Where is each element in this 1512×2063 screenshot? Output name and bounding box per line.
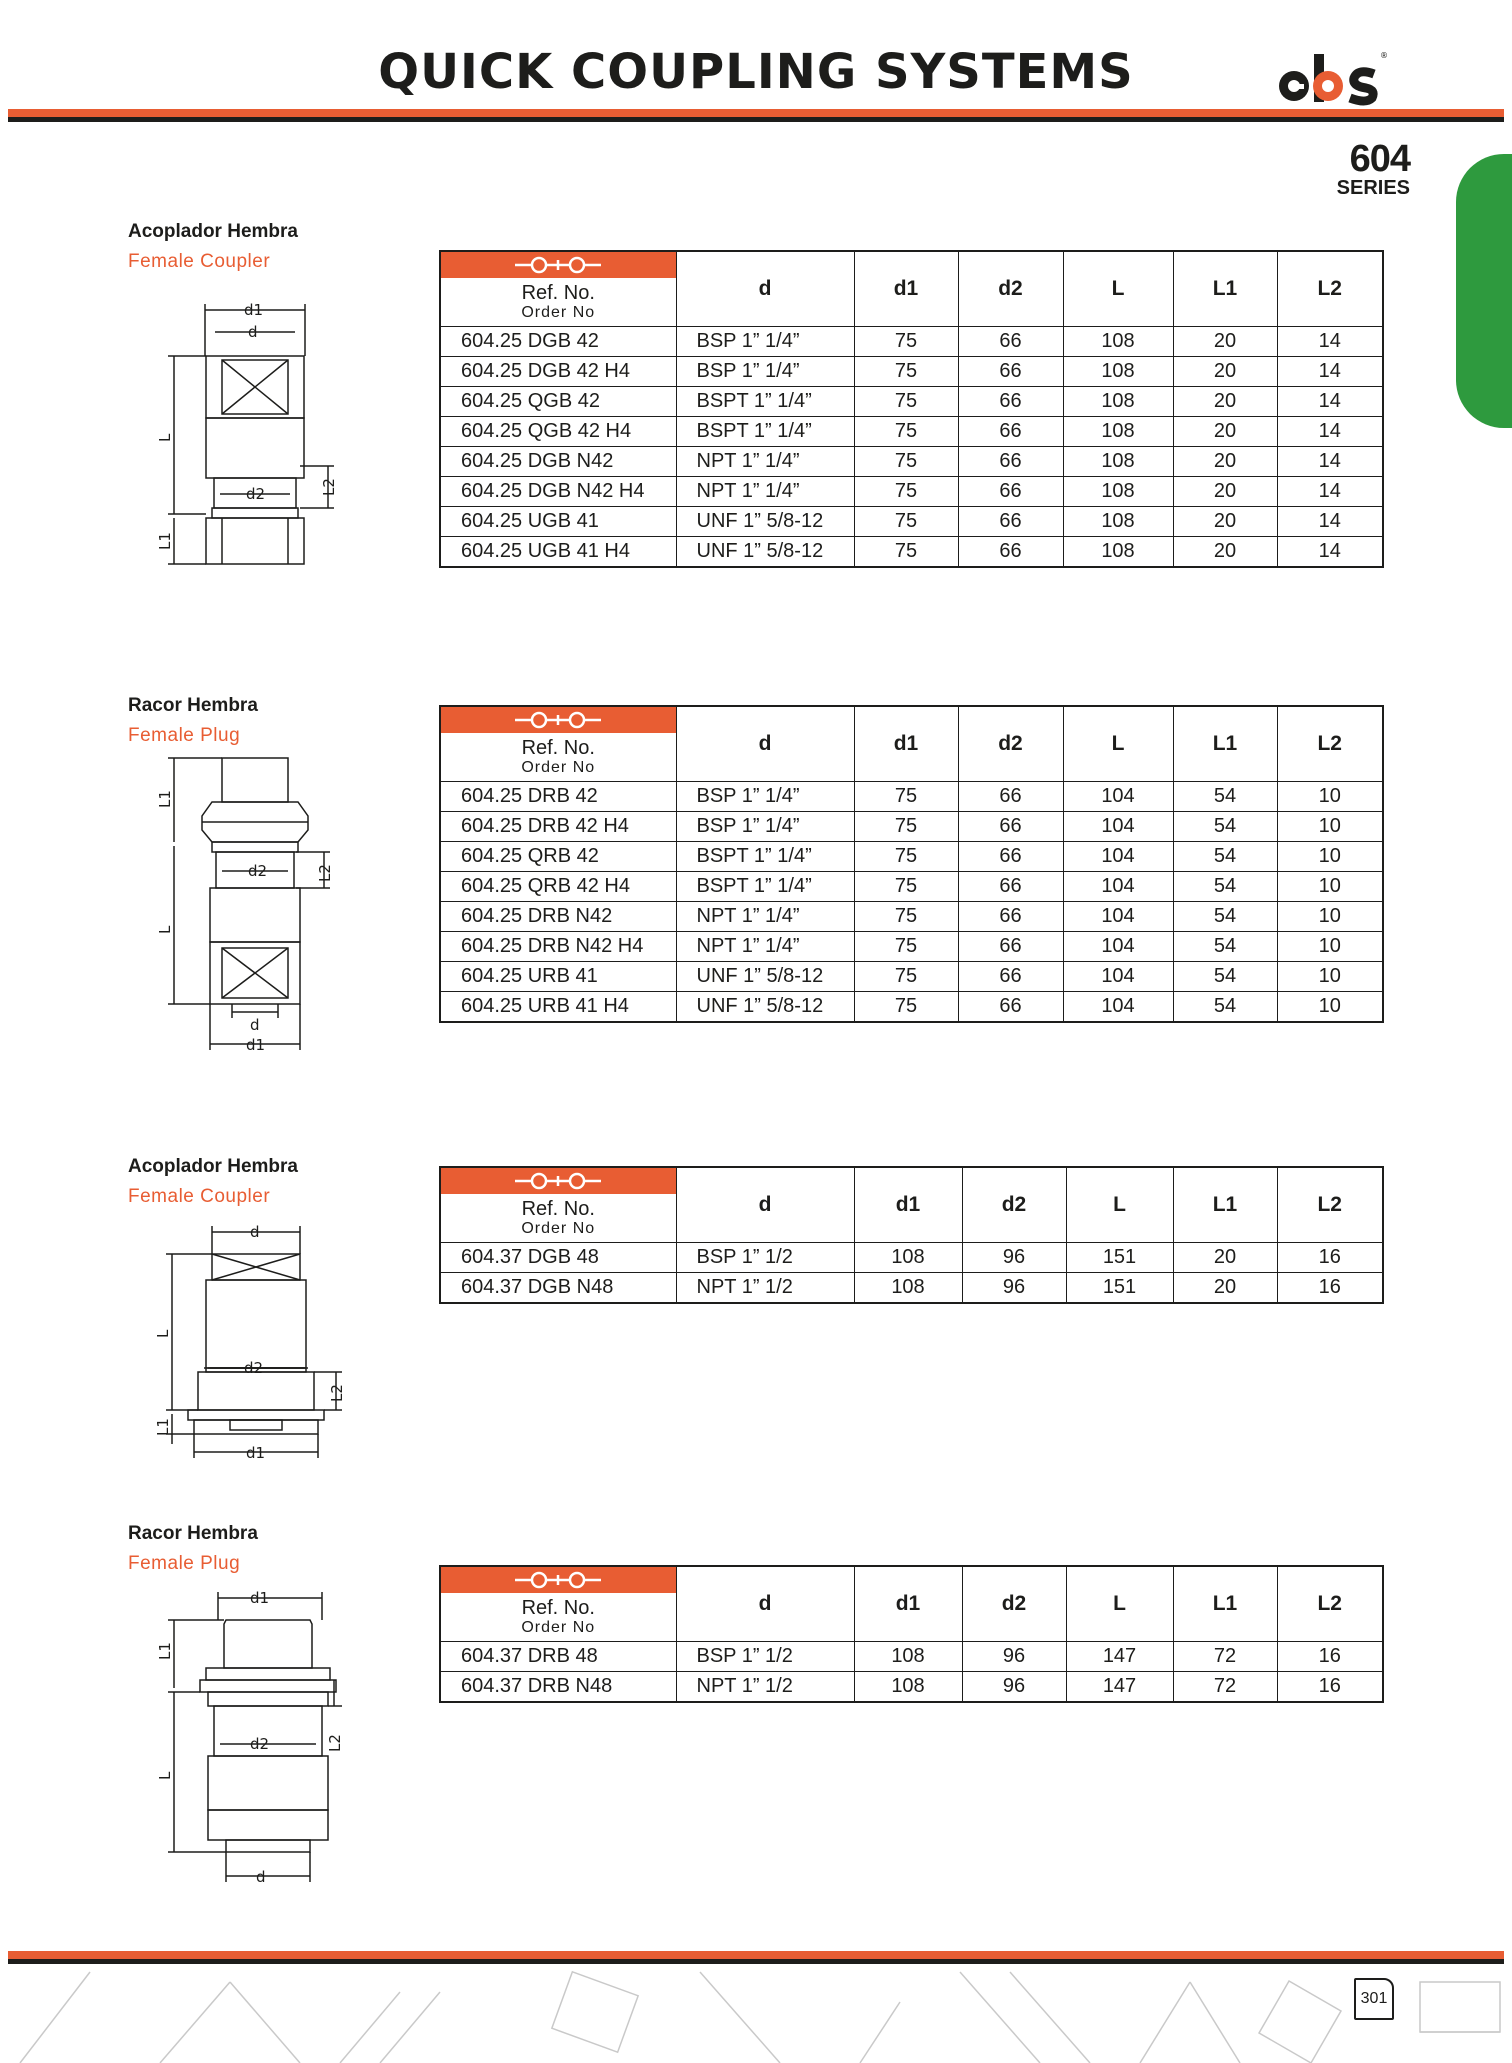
ref-no-label: Ref. No. <box>521 1198 595 1220</box>
cell-L: 104 <box>1063 842 1173 872</box>
table-row <box>440 1273 1383 1304</box>
col-d2-header: d2 <box>962 1167 1066 1243</box>
table-row <box>440 932 1383 962</box>
table-header-row <box>440 1167 1383 1243</box>
section-1-subtitle: Female Coupler <box>128 251 271 272</box>
table-row <box>440 1642 1383 1672</box>
cell-ref-no: 604.25 DRB N42 <box>440 902 676 932</box>
ref-no-label: Ref. No. <box>521 737 595 759</box>
dim-L-label: L <box>156 433 174 442</box>
chain-icon <box>441 1567 676 1593</box>
col-L-header: L <box>1063 706 1173 782</box>
cell-d: NPT 1” 1/4” <box>676 932 854 962</box>
spec-table-4 <box>439 1565 1384 1703</box>
table-row <box>440 1672 1383 1703</box>
section-2-subtitle: Female Plug <box>128 725 241 746</box>
cell-L1: 54 <box>1173 812 1277 842</box>
dim-L-label: L <box>156 1771 174 1780</box>
cell-L2: 16 <box>1277 1243 1383 1273</box>
dim-d2-label: d2 <box>248 862 268 880</box>
dim-d-label: d <box>256 1868 266 1886</box>
cell-d1: 75 <box>854 417 958 447</box>
cell-d1: 75 <box>854 327 958 357</box>
cell-d2: 96 <box>962 1243 1066 1273</box>
cell-d2: 66 <box>958 507 1063 537</box>
cell-ref-no: 604.37 DGB 48 <box>440 1243 676 1273</box>
cell-L2: 14 <box>1277 327 1383 357</box>
table-row <box>440 357 1383 387</box>
table-row <box>440 417 1383 447</box>
dim-L-label: L <box>154 1329 172 1338</box>
cell-d2: 66 <box>958 387 1063 417</box>
table-row <box>440 812 1383 842</box>
dim-d-label: d <box>250 1016 260 1034</box>
cell-d1: 75 <box>854 357 958 387</box>
col-L1-header: L1 <box>1173 1167 1277 1243</box>
order-no-label: Order No <box>521 304 596 321</box>
ref-no-label: Ref. No. <box>521 282 595 304</box>
order-no-label: Order No <box>521 759 596 776</box>
table-row <box>440 537 1383 568</box>
col-L2-header: L2 <box>1277 251 1383 327</box>
col-d-header: d <box>676 251 854 327</box>
cell-d2: 66 <box>958 327 1063 357</box>
cell-L: 104 <box>1063 992 1173 1023</box>
cell-d: BSP 1” 1/2 <box>676 1243 854 1273</box>
cell-ref-no: 604.37 DGB N48 <box>440 1273 676 1304</box>
cell-ref-no: 604.37 DRB 48 <box>440 1642 676 1672</box>
cell-L2: 10 <box>1277 992 1383 1023</box>
cell-d2: 96 <box>962 1672 1066 1703</box>
cell-L2: 16 <box>1277 1273 1383 1304</box>
cell-d2: 96 <box>962 1273 1066 1304</box>
cell-L1: 20 <box>1173 537 1277 568</box>
col-d1-header: d1 <box>854 1167 962 1243</box>
cell-d: NPT 1” 1/4” <box>676 447 854 477</box>
page-number: 301 <box>1354 1978 1394 2020</box>
ref-no-header <box>440 251 676 327</box>
col-L1-header: L1 <box>1173 706 1277 782</box>
cell-L2: 10 <box>1277 962 1383 992</box>
dim-L1-label: L1 <box>156 790 174 808</box>
col-L-header: L <box>1063 251 1173 327</box>
cell-L: 151 <box>1066 1273 1173 1304</box>
col-L-header: L <box>1066 1167 1173 1243</box>
series-number: 604 <box>1349 138 1410 180</box>
cell-L: 108 <box>1063 327 1173 357</box>
header-black-bar <box>8 117 1504 122</box>
cell-L: 147 <box>1066 1672 1173 1703</box>
cell-L: 104 <box>1063 872 1173 902</box>
header-orange-bar <box>8 109 1504 117</box>
table-body <box>440 1642 1383 1703</box>
cell-d1: 75 <box>854 902 958 932</box>
page-title: QUICK COUPLING SYSTEMS <box>378 44 1134 100</box>
table-body <box>440 782 1383 1023</box>
cell-L1: 20 <box>1173 477 1277 507</box>
cell-L1: 20 <box>1173 387 1277 417</box>
cell-L: 108 <box>1063 387 1173 417</box>
dim-d2-label: d2 <box>244 1359 264 1377</box>
spec-table-3 <box>439 1166 1384 1304</box>
cell-L1: 54 <box>1173 902 1277 932</box>
footer-orange-bar <box>8 1951 1504 1959</box>
table-header-row <box>440 706 1383 782</box>
col-d1-header: d1 <box>854 706 958 782</box>
table-row <box>440 782 1383 812</box>
cell-L1: 54 <box>1173 992 1277 1023</box>
cell-L1: 20 <box>1173 357 1277 387</box>
col-d-header: d <box>676 1167 854 1243</box>
dim-L1-label: L1 <box>156 1642 174 1660</box>
cell-L: 104 <box>1063 902 1173 932</box>
section-3-subtitle: Female Coupler <box>128 1186 271 1207</box>
cell-d: UNF 1” 5/8-12 <box>676 537 854 568</box>
table-row <box>440 327 1383 357</box>
cell-L1: 20 <box>1173 447 1277 477</box>
cell-d: NPT 1” 1/4” <box>676 477 854 507</box>
cell-L2: 14 <box>1277 477 1383 507</box>
dim-L2-label: L2 <box>320 478 338 496</box>
chain-icon <box>441 707 676 733</box>
cell-L: 108 <box>1063 447 1173 477</box>
cell-L1: 20 <box>1173 1243 1277 1273</box>
cell-ref-no: 604.25 QRB 42 <box>440 842 676 872</box>
cell-d1: 75 <box>854 537 958 568</box>
cell-L1: 54 <box>1173 872 1277 902</box>
cell-ref-no: 604.25 DGB N42 <box>440 447 676 477</box>
series-label: SERIES <box>1336 177 1410 199</box>
dim-L1-label: L1 <box>154 1418 172 1436</box>
cell-L: 108 <box>1063 417 1173 447</box>
cell-L2: 10 <box>1277 872 1383 902</box>
cell-d1: 75 <box>854 842 958 872</box>
cell-d: BSP 1” 1/4” <box>676 812 854 842</box>
cell-d2: 66 <box>958 782 1063 812</box>
order-no-label: Order No <box>521 1220 596 1237</box>
col-L2-header: L2 <box>1277 706 1383 782</box>
cell-L2: 14 <box>1277 387 1383 417</box>
cell-L2: 14 <box>1277 507 1383 537</box>
cell-ref-no: 604.25 DGB 42 <box>440 327 676 357</box>
cell-L: 104 <box>1063 962 1173 992</box>
cell-ref-no: 604.25 DRB N42 H4 <box>440 932 676 962</box>
cell-d: BSPT 1” 1/4” <box>676 872 854 902</box>
col-d2-header: d2 <box>958 251 1063 327</box>
cell-ref-no: 604.25 DRB 42 <box>440 782 676 812</box>
female-plug-drawing-2 <box>156 1584 350 1894</box>
dim-L1-label: L1 <box>156 532 174 550</box>
cell-L2: 14 <box>1277 447 1383 477</box>
cell-d2: 66 <box>958 962 1063 992</box>
cell-d: BSP 1” 1/4” <box>676 782 854 812</box>
ebs-logo <box>1270 46 1390 106</box>
cell-ref-no: 604.25 DGB N42 H4 <box>440 477 676 507</box>
cell-d2: 66 <box>958 477 1063 507</box>
cell-L: 108 <box>1063 357 1173 387</box>
col-L2-header: L2 <box>1277 1566 1383 1642</box>
dim-d1-label: d1 <box>246 1036 266 1054</box>
cell-L1: 20 <box>1173 417 1277 447</box>
footer-background-pattern <box>0 1962 1512 2063</box>
cell-ref-no: 604.25 URB 41 H4 <box>440 992 676 1023</box>
cell-d2: 66 <box>958 357 1063 387</box>
cell-d1: 75 <box>854 447 958 477</box>
cell-L2: 10 <box>1277 902 1383 932</box>
ref-no-label: Ref. No. <box>521 1597 595 1619</box>
cell-d2: 66 <box>958 812 1063 842</box>
cell-d1: 108 <box>854 1672 962 1703</box>
cell-ref-no: 604.25 QGB 42 <box>440 387 676 417</box>
table-body <box>440 1243 1383 1304</box>
col-L-header: L <box>1066 1566 1173 1642</box>
cell-d: BSPT 1” 1/4” <box>676 417 854 447</box>
dim-L2-label: L2 <box>326 1734 344 1752</box>
cell-L: 104 <box>1063 782 1173 812</box>
cell-L1: 72 <box>1173 1642 1277 1672</box>
cell-d: NPT 1” 1/2 <box>676 1273 854 1304</box>
table-header-row <box>440 1566 1383 1642</box>
cell-L: 151 <box>1066 1243 1173 1273</box>
ref-no-header <box>440 1566 676 1642</box>
chain-icon <box>441 1168 676 1194</box>
col-d1-header: d1 <box>854 251 958 327</box>
female-coupler-drawing-2 <box>154 1218 350 1462</box>
table-row <box>440 507 1383 537</box>
cell-L2: 16 <box>1277 1672 1383 1703</box>
cell-L1: 20 <box>1173 327 1277 357</box>
table-row <box>440 387 1383 417</box>
cell-L1: 72 <box>1173 1672 1277 1703</box>
cell-d: BSP 1” 1/4” <box>676 357 854 387</box>
cell-d1: 108 <box>854 1642 962 1672</box>
spec-table-1 <box>439 250 1384 568</box>
cell-L2: 10 <box>1277 812 1383 842</box>
svg-text:®: ® <box>1380 51 1388 60</box>
cell-ref-no: 604.25 URB 41 <box>440 962 676 992</box>
cell-d2: 66 <box>958 932 1063 962</box>
cell-d2: 66 <box>958 537 1063 568</box>
table-row <box>440 902 1383 932</box>
cell-L2: 10 <box>1277 842 1383 872</box>
col-L1-header: L1 <box>1173 1566 1277 1642</box>
section-2-title: Racor Hembra <box>128 695 258 716</box>
table-header-row <box>440 251 1383 327</box>
cell-L: 147 <box>1066 1642 1173 1672</box>
col-d1-header: d1 <box>854 1566 962 1642</box>
dim-d-label: d <box>250 1223 260 1241</box>
cell-d: BSPT 1” 1/4” <box>676 387 854 417</box>
section-tab <box>1456 154 1512 428</box>
cell-d1: 75 <box>854 782 958 812</box>
cell-d1: 75 <box>854 962 958 992</box>
cell-ref-no: 604.25 UGB 41 H4 <box>440 537 676 568</box>
cell-d: NPT 1” 1/2 <box>676 1672 854 1703</box>
series-badge <box>1310 140 1410 198</box>
cell-L: 108 <box>1063 507 1173 537</box>
cell-d2: 66 <box>958 417 1063 447</box>
cell-L: 108 <box>1063 477 1173 507</box>
cell-ref-no: 604.37 DRB N48 <box>440 1672 676 1703</box>
cell-L1: 20 <box>1173 1273 1277 1304</box>
cell-L2: 14 <box>1277 357 1383 387</box>
cell-L2: 14 <box>1277 537 1383 568</box>
table-body <box>440 327 1383 568</box>
cell-L1: 54 <box>1173 782 1277 812</box>
cell-ref-no: 604.25 DRB 42 H4 <box>440 812 676 842</box>
cell-d2: 96 <box>962 1642 1066 1672</box>
cell-ref-no: 604.25 DGB 42 H4 <box>440 357 676 387</box>
cell-L: 108 <box>1063 537 1173 568</box>
col-d-header: d <box>676 706 854 782</box>
col-L1-header: L1 <box>1173 251 1277 327</box>
cell-d: BSP 1” 1/2 <box>676 1642 854 1672</box>
dim-d1-label: d1 <box>244 301 264 319</box>
cell-ref-no: 604.25 UGB 41 <box>440 507 676 537</box>
chain-icon <box>441 252 676 278</box>
ref-no-header <box>440 1167 676 1243</box>
dim-d1-label: d1 <box>246 1444 266 1462</box>
cell-L2: 10 <box>1277 782 1383 812</box>
dim-d-label: d <box>248 323 258 341</box>
cell-d: UNF 1” 5/8-12 <box>676 962 854 992</box>
cell-L1: 20 <box>1173 507 1277 537</box>
cell-d1: 75 <box>854 872 958 902</box>
order-no-label: Order No <box>521 1619 596 1636</box>
cell-L2: 16 <box>1277 1642 1383 1672</box>
table-row <box>440 477 1383 507</box>
dim-L-label: L <box>156 925 174 934</box>
section-4-title: Racor Hembra <box>128 1523 258 1544</box>
cell-d1: 75 <box>854 932 958 962</box>
cell-d2: 66 <box>958 992 1063 1023</box>
col-L2-header: L2 <box>1277 1167 1383 1243</box>
cell-d1: 75 <box>854 387 958 417</box>
cell-L2: 10 <box>1277 932 1383 962</box>
table-row <box>440 962 1383 992</box>
cell-d: BSPT 1” 1/4” <box>676 842 854 872</box>
table-row <box>440 447 1383 477</box>
dim-d2-label: d2 <box>246 485 266 503</box>
section-4-subtitle: Female Plug <box>128 1553 241 1574</box>
cell-d2: 66 <box>958 842 1063 872</box>
cell-d1: 75 <box>854 812 958 842</box>
spec-table-2 <box>439 705 1384 1023</box>
section-3-title: Acoplador Hembra <box>128 1156 298 1177</box>
cell-L1: 54 <box>1173 962 1277 992</box>
cell-d: UNF 1” 5/8-12 <box>676 507 854 537</box>
dim-L2-label: L2 <box>316 864 334 882</box>
cell-d1: 75 <box>854 507 958 537</box>
cell-L1: 54 <box>1173 932 1277 962</box>
cell-d: BSP 1” 1/4” <box>676 327 854 357</box>
cell-d1: 75 <box>854 477 958 507</box>
table-row <box>440 1243 1383 1273</box>
cell-d1: 108 <box>854 1273 962 1304</box>
dim-d2-label: d2 <box>250 1735 270 1753</box>
col-d2-header: d2 <box>958 706 1063 782</box>
cell-L: 104 <box>1063 932 1173 962</box>
ref-no-header <box>440 706 676 782</box>
cell-L2: 14 <box>1277 417 1383 447</box>
section-1-title: Acoplador Hembra <box>128 221 298 242</box>
cell-L: 104 <box>1063 812 1173 842</box>
cell-d1: 108 <box>854 1243 962 1273</box>
cell-d: UNF 1” 5/8-12 <box>676 992 854 1023</box>
table-row <box>440 872 1383 902</box>
col-d-header: d <box>676 1566 854 1642</box>
female-coupler-drawing-1 <box>156 296 340 576</box>
table-row <box>440 992 1383 1023</box>
cell-ref-no: 604.25 QGB 42 H4 <box>440 417 676 447</box>
cell-ref-no: 604.25 QRB 42 H4 <box>440 872 676 902</box>
dim-L2-label: L2 <box>328 1384 346 1402</box>
cell-L1: 54 <box>1173 842 1277 872</box>
cell-d: NPT 1” 1/4” <box>676 902 854 932</box>
cell-d1: 75 <box>854 992 958 1023</box>
cell-d2: 66 <box>958 872 1063 902</box>
cell-d2: 66 <box>958 447 1063 477</box>
col-d2-header: d2 <box>962 1566 1066 1642</box>
table-row <box>440 842 1383 872</box>
female-plug-drawing-1 <box>156 738 340 1058</box>
dim-d1-label: d1 <box>250 1589 270 1607</box>
cell-d2: 66 <box>958 902 1063 932</box>
